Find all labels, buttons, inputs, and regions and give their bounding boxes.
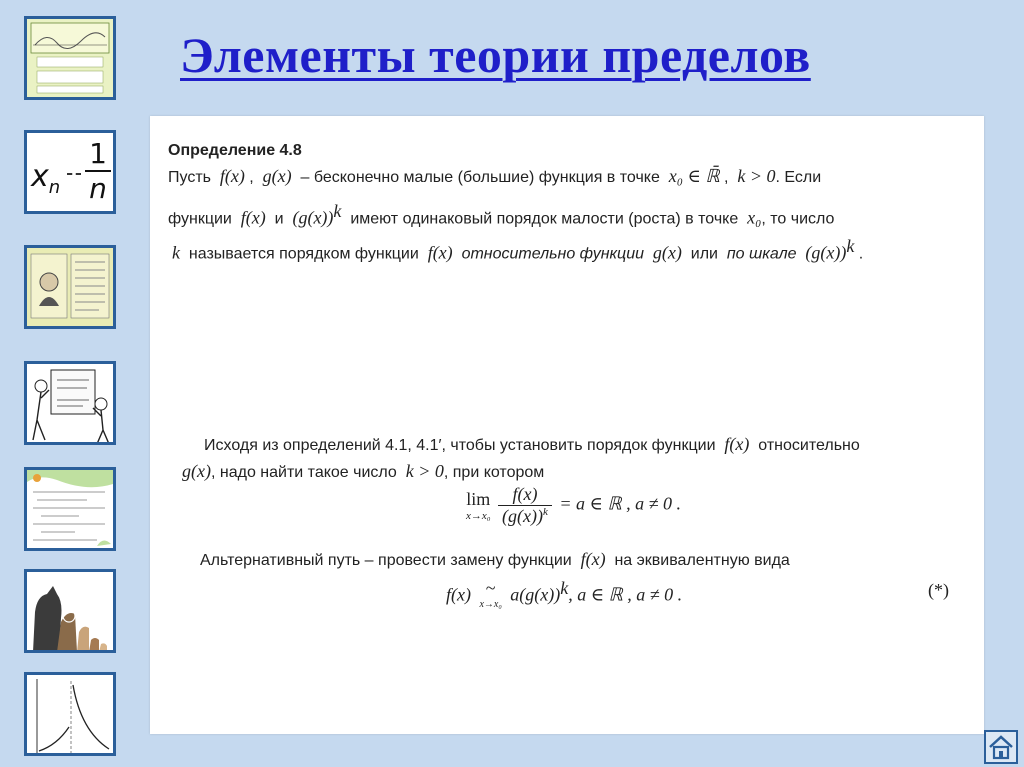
formula-n: n: [48, 177, 61, 198]
thumb-sequence-formula[interactable]: [24, 130, 116, 214]
thumb-cartoon-slide[interactable]: [24, 361, 116, 445]
math-point: x₀ ∈ ℝ̄: [668, 166, 720, 186]
text-segment: , то число: [761, 210, 835, 228]
math-f: f(x): [446, 584, 471, 605]
definition-line-2: [168, 201, 834, 228]
definition-line-3: k называется порядком функции f(x) относительно функции g(x) или по шкале $(g(x))^k$ .: [172, 236, 864, 263]
limit-formula: [466, 484, 681, 527]
content-panel: [150, 116, 984, 734]
definition-heading: Определение 4.8: [168, 142, 302, 159]
text-segment: и: [274, 210, 284, 228]
math-equivalent-rhs: a(g(x)): [510, 584, 561, 605]
text-segment: называется порядком функции: [188, 245, 419, 263]
text-segment: относительно: [758, 437, 860, 454]
math-lim: lim: [466, 489, 491, 509]
text-segment: функции: [168, 210, 232, 228]
text-segment: относительно функции: [461, 245, 644, 263]
method-line-1: [204, 434, 860, 455]
math-f: f(x): [724, 434, 750, 454]
math-g: g(x): [652, 242, 682, 263]
formula-x: x: [31, 159, 49, 194]
math-k: k: [543, 506, 548, 518]
text-segment: или: [690, 245, 718, 263]
math-limit-rhs: = a ∈ ℝ , a ≠ 0 .: [559, 493, 681, 514]
text-segment: Исходя из определений 4.1, 4.1′, чтобы установить порядок функции: [204, 437, 716, 454]
home-icon: [986, 732, 1016, 762]
math-k: k: [846, 236, 855, 256]
text-segment: – бесконечно малые (большие) функция в точке: [300, 169, 660, 186]
page-title: Элементы теории пределов: [180, 27, 811, 83]
thumb-portrait-slide[interactable]: [24, 245, 116, 329]
math-fraction: [498, 484, 552, 527]
formula-numerator: 1: [85, 137, 111, 172]
thumb-graph-slide[interactable]: [24, 16, 116, 100]
math-point: x₀: [747, 207, 762, 228]
math-f: f(x): [580, 549, 606, 569]
math-g-power: (g(x)): [805, 242, 847, 263]
text-segment: имеют одинаковый порядок малости (роста) в точке: [350, 210, 739, 228]
math-g-power: (g(x)): [292, 207, 334, 228]
math-fraction-den: (g(x)): [502, 506, 544, 526]
text-segment: , надо найти такое число: [210, 464, 397, 481]
equivalence-formula: [446, 578, 682, 610]
math-equivalent-tail: , a ∈ ℝ , a ≠ 0 .: [568, 584, 683, 605]
math-k: k: [560, 578, 569, 598]
thumb-formulas-slide[interactable]: [24, 467, 116, 551]
alternative-line: [200, 549, 790, 570]
math-g: g(x): [262, 166, 292, 186]
equation-tag: (*): [928, 580, 949, 600]
math-k-condition: k > 0: [737, 166, 776, 186]
home-button[interactable]: [984, 730, 1018, 764]
math-equivalent-sub: x→x₀: [479, 599, 502, 610]
text-segment: Альтернативный путь – провести замену функции: [200, 552, 572, 569]
math-f: f(x): [240, 207, 266, 228]
math-k: k: [333, 201, 342, 221]
math-lim-sub: x→x₀: [466, 510, 491, 522]
method-line-2: [182, 461, 544, 482]
text-segment: , при котором: [443, 464, 545, 481]
formula-denominator: n: [89, 172, 107, 205]
text-segment: Пусть: [168, 169, 211, 186]
text-segment: . Если: [775, 169, 822, 186]
math-equivalent: ~: [485, 578, 496, 598]
math-f: f(x): [427, 242, 453, 263]
text-segment: на эквивалентную вида: [614, 552, 790, 569]
math-fraction-num: f(x): [498, 484, 552, 506]
math-f: f(x): [219, 166, 245, 186]
math-k-condition: k > 0: [405, 461, 444, 481]
thumb-function-graph[interactable]: [24, 672, 116, 756]
thumb-dogs-slide[interactable]: [24, 569, 116, 653]
math-k: k: [172, 242, 180, 263]
math-g: g(x): [182, 461, 211, 481]
text-segment: по шкале: [726, 245, 797, 263]
definition-line-1: Пусть f(x) , g(x) – бесконечно малые (большие) функция в точке x₀ ∈ ℝ̄ , k > 0. Если: [168, 166, 822, 186]
